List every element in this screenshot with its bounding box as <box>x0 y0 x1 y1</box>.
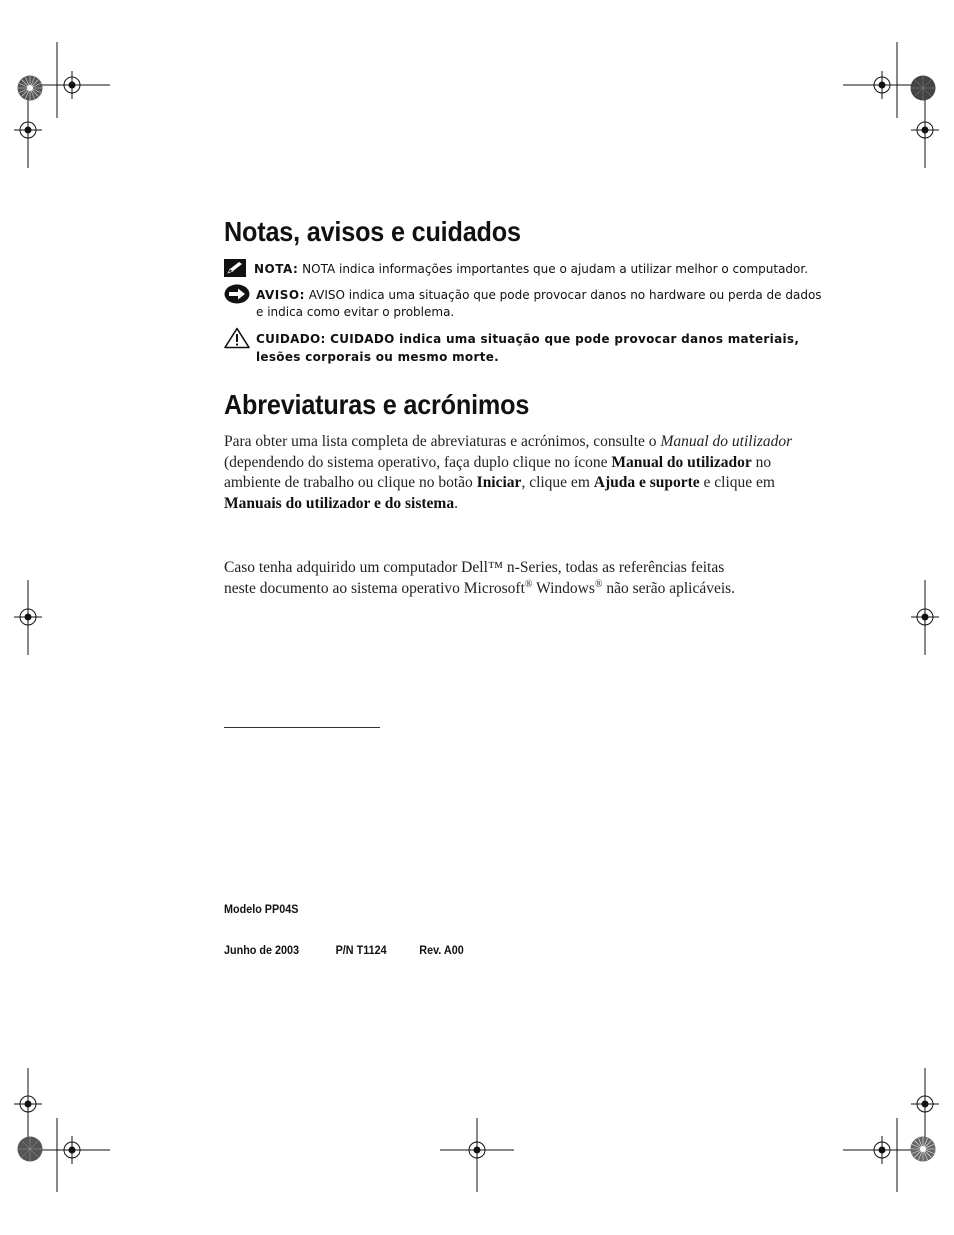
footnote-rule <box>224 727 380 728</box>
cuidado-note <box>224 330 824 366</box>
warning-triangle-icon <box>224 327 250 349</box>
manual-title-italic: Manual do utilizador <box>660 433 793 450</box>
revision: Rev. A00 <box>419 943 464 957</box>
model-number: Modelo PP04S <box>224 902 299 916</box>
p1-text-6: . <box>454 494 458 512</box>
registered-mark: ® <box>524 578 533 590</box>
starburst-target-icon <box>910 1136 936 1162</box>
part-number: P/N T1124 <box>335 943 387 957</box>
p2-text-1: Caso tenha adquirido um computador Dell™ n-Series, todas as referências feitas <box>224 559 725 576</box>
starburst-target-icon <box>17 75 43 101</box>
publication-info <box>224 943 464 957</box>
help-support-label: Ajuda e suporte <box>593 474 700 491</box>
abbrev-heading: Abreviaturas e acrónimos <box>224 389 530 420</box>
notes-heading: Notas, avisos e cuidados <box>224 216 521 247</box>
start-button-label: Iniciar <box>476 474 522 491</box>
manual-icon-label: Manual do utilizador <box>611 453 752 471</box>
notice-arrow-icon <box>224 284 250 304</box>
starburst-target-icon <box>17 1136 43 1162</box>
p2-text-4: não serão aplicáveis. <box>602 579 736 597</box>
publication-date: Junho de 2003 <box>224 943 300 957</box>
starburst-target-icon <box>910 75 936 101</box>
nota-text: NOTA indica informações importantes que o ajudam a utilizar melhor o computador. <box>302 262 809 276</box>
pencil-note-icon <box>224 259 246 277</box>
abbrev-paragraph <box>224 432 824 514</box>
aviso-lead: AVISO: <box>256 288 305 302</box>
nota-note <box>224 261 824 278</box>
nseries-paragraph <box>224 558 824 599</box>
p1-text-1: Para obter uma lista completa de abreviaturas e acrónimos, consulte o <box>224 433 661 450</box>
p1-text-2: (dependendo do sistema operativo, faça duplo clique no ícone <box>224 453 612 471</box>
registered-mark: ® <box>594 578 603 590</box>
p2-text-3: Windows <box>532 579 595 597</box>
nota-lead: NOTA: <box>254 262 299 276</box>
cuidado-text: CUIDADO indica uma situação que pode provocar danos materiais, lesões corporais ou mesmo morte. <box>256 332 800 364</box>
aviso-note <box>224 287 824 321</box>
p1-text-3: no ambiente de trabalho ou clique no botão <box>224 453 772 491</box>
manuals-label: Manuais do utilizador e do sistema <box>224 494 455 512</box>
aviso-text: AVISO indica uma situação que pode provocar danos no hardware ou perda de dados e indica como evitar o problema. <box>256 288 822 319</box>
p1-text-5: e clique em <box>699 474 775 491</box>
p1-text-4: , clique em <box>521 474 594 491</box>
p2-text-2: neste documento ao sistema operativo Microsoft <box>224 579 525 597</box>
cuidado-lead: CUIDADO: <box>256 332 326 346</box>
